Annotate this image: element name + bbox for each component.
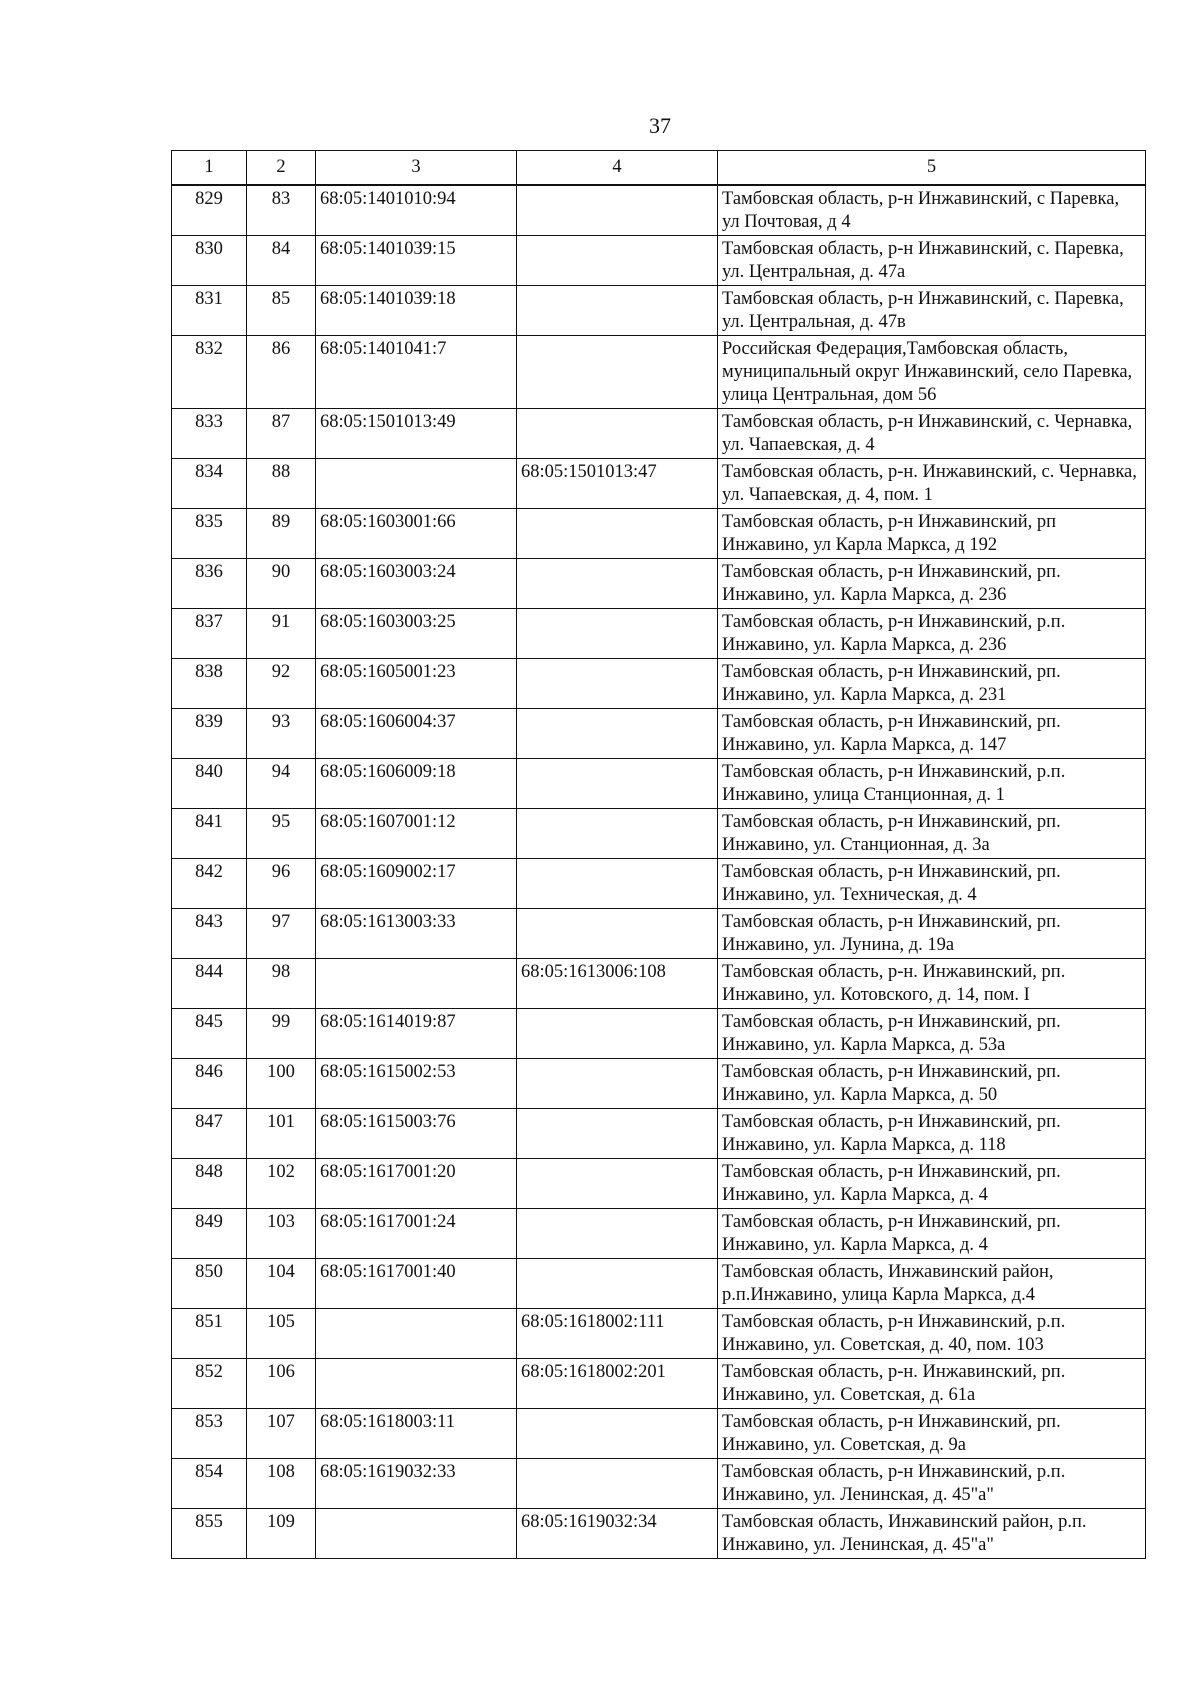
table-row: [172, 1109, 1146, 1159]
address-cell: Тамбовская область, р-н Инжавинский, рп. Инжавино, ул. Карла Маркса, д. 231: [718, 659, 1146, 709]
row-number-cell: 842: [172, 859, 247, 909]
table-row: [172, 1359, 1146, 1409]
row-number-cell: 855: [172, 1509, 247, 1559]
premises-cadastral-number-cell: [517, 709, 718, 759]
premises-cadastral-number-cell: 68:05:1619032:34: [517, 1509, 718, 1559]
cadastral-number-cell: 68:05:1618003:11: [316, 1409, 517, 1459]
table-row: [172, 709, 1146, 759]
premises-cadastral-number-cell: [517, 236, 718, 286]
registry-table: [171, 150, 1146, 1559]
table-row: [172, 336, 1146, 409]
item-number-cell: 92: [247, 659, 316, 709]
table-row: [172, 909, 1146, 959]
row-number-cell: 840: [172, 759, 247, 809]
row-number-cell: 834: [172, 459, 247, 509]
address-cell: Тамбовская область, р-н Инжавинский, р.п. Инжавино, ул. Ленинская, д. 45"а": [718, 1459, 1146, 1509]
table-row: [172, 459, 1146, 509]
address-cell: Тамбовская область, р-н. Инжавинский, рп. Инжавино, ул. Советская, д. 61а: [718, 1359, 1146, 1409]
address-cell: Тамбовская область, р-н Инжавинский, с Паревка, ул Почтовая, д 4: [718, 185, 1146, 236]
row-number-cell: 847: [172, 1109, 247, 1159]
row-number-cell: 844: [172, 959, 247, 1009]
premises-cadastral-number-cell: [517, 185, 718, 236]
table-row: [172, 409, 1146, 459]
address-cell: Тамбовская область, р-н Инжавинский, с. Паревка, ул. Центральная, д. 47в: [718, 286, 1146, 336]
premises-cadastral-number-cell: [517, 1409, 718, 1459]
item-number-cell: 108: [247, 1459, 316, 1509]
table-row: [172, 959, 1146, 1009]
address-cell: Тамбовская область, р-н Инжавинский, рп. Инжавино, ул. Карла Маркса, д. 147: [718, 709, 1146, 759]
item-number-cell: 83: [247, 185, 316, 236]
item-number-cell: 98: [247, 959, 316, 1009]
table-row: [172, 509, 1146, 559]
cadastral-number-cell: 68:05:1401039:15: [316, 236, 517, 286]
item-number-cell: 101: [247, 1109, 316, 1159]
address-cell: Тамбовская область, р-н Инжавинский, рп. Инжавино, ул. Станционная, д. 3а: [718, 809, 1146, 859]
premises-cadastral-number-cell: 68:05:1618002:201: [517, 1359, 718, 1409]
row-number-cell: 850: [172, 1259, 247, 1309]
address-cell: Тамбовская область, р-н Инжавинский, р.п. Инжавино, ул. Советская, д. 40, пом. 103: [718, 1309, 1146, 1359]
premises-cadastral-number-cell: [517, 409, 718, 459]
row-number-cell: 837: [172, 609, 247, 659]
item-number-cell: 88: [247, 459, 316, 509]
row-number-cell: 832: [172, 336, 247, 409]
item-number-cell: 86: [247, 336, 316, 409]
row-number-cell: 849: [172, 1209, 247, 1259]
premises-cadastral-number-cell: [517, 809, 718, 859]
premises-cadastral-number-cell: [517, 1259, 718, 1309]
item-number-cell: 87: [247, 409, 316, 459]
table-row: [172, 1409, 1146, 1459]
item-number-cell: 85: [247, 286, 316, 336]
table-row: [172, 1509, 1146, 1559]
premises-cadastral-number-cell: 68:05:1613006:108: [517, 959, 718, 1009]
cadastral-number-cell: [316, 459, 517, 509]
table-row: [172, 185, 1146, 236]
table-row: [172, 1059, 1146, 1109]
premises-cadastral-number-cell: [517, 1109, 718, 1159]
item-number-cell: 102: [247, 1159, 316, 1209]
table-row: [172, 1459, 1146, 1509]
item-number-cell: 97: [247, 909, 316, 959]
premises-cadastral-number-cell: [517, 1009, 718, 1059]
row-number-cell: 838: [172, 659, 247, 709]
item-number-cell: 104: [247, 1259, 316, 1309]
row-number-cell: 835: [172, 509, 247, 559]
table-row: [172, 286, 1146, 336]
premises-cadastral-number-cell: [517, 759, 718, 809]
row-number-cell: 830: [172, 236, 247, 286]
table-row: [172, 1259, 1146, 1309]
table-row: [172, 559, 1146, 609]
premises-cadastral-number-cell: [517, 559, 718, 609]
row-number-cell: 848: [172, 1159, 247, 1209]
row-number-cell: 854: [172, 1459, 247, 1509]
item-number-cell: 94: [247, 759, 316, 809]
item-number-cell: 103: [247, 1209, 316, 1259]
address-cell: Тамбовская область, р-н Инжавинский, рп Инжавино, ул Карла Маркса, д 192: [718, 509, 1146, 559]
address-cell: Тамбовская область, р-н. Инжавинский, с. Чернавка, ул. Чапаевская, д. 4, пом. 1: [718, 459, 1146, 509]
item-number-cell: 105: [247, 1309, 316, 1359]
address-cell: Тамбовская область, р-н Инжавинский, р.п. Инжавино, ул. Карла Маркса, д. 236: [718, 609, 1146, 659]
cadastral-number-cell: 68:05:1603003:24: [316, 559, 517, 609]
row-number-cell: 853: [172, 1409, 247, 1459]
item-number-cell: 84: [247, 236, 316, 286]
address-cell: Тамбовская область, р-н Инжавинский, рп. Инжавино, ул. Карла Маркса, д. 50: [718, 1059, 1146, 1109]
table-row: [172, 1159, 1146, 1209]
table-header-row: [172, 151, 1146, 186]
table-row: [172, 809, 1146, 859]
cadastral-number-cell: [316, 959, 517, 1009]
item-number-cell: 109: [247, 1509, 316, 1559]
address-cell: Тамбовская область, р-н Инжавинский, рп. Инжавино, ул. Лунина, д. 19а: [718, 909, 1146, 959]
cadastral-number-cell: 68:05:1605001:23: [316, 659, 517, 709]
row-number-cell: 846: [172, 1059, 247, 1109]
row-number-cell: 831: [172, 286, 247, 336]
column-header-5: 5: [718, 151, 1146, 186]
table-row: [172, 1009, 1146, 1059]
premises-cadastral-number-cell: 68:05:1501013:47: [517, 459, 718, 509]
column-header-1: 1: [172, 151, 247, 186]
table-row: [172, 659, 1146, 709]
cadastral-number-cell: 68:05:1401039:18: [316, 286, 517, 336]
row-number-cell: 843: [172, 909, 247, 959]
premises-cadastral-number-cell: 68:05:1618002:111: [517, 1309, 718, 1359]
address-cell: Тамбовская область, Инжавинский район, р.п. Инжавино, ул. Ленинская, д. 45"а": [718, 1509, 1146, 1559]
address-cell: Тамбовская область, р-н Инжавинский, рп. Инжавино, ул. Карла Маркса, д. 118: [718, 1109, 1146, 1159]
column-header-4: 4: [517, 151, 718, 186]
item-number-cell: 90: [247, 559, 316, 609]
address-cell: Тамбовская область, р-н Инжавинский, рп. Инжавино, ул. Техническая, д. 4: [718, 859, 1146, 909]
item-number-cell: 89: [247, 509, 316, 559]
premises-cadastral-number-cell: [517, 286, 718, 336]
cadastral-number-cell: 68:05:1501013:49: [316, 409, 517, 459]
cadastral-number-cell: 68:05:1617001:40: [316, 1259, 517, 1309]
premises-cadastral-number-cell: [517, 336, 718, 409]
page-number: 37: [649, 113, 671, 138]
table-row: [172, 609, 1146, 659]
cadastral-number-cell: 68:05:1613003:33: [316, 909, 517, 959]
row-number-cell: 829: [172, 185, 247, 236]
cadastral-number-cell: 68:05:1617001:20: [316, 1159, 517, 1209]
premises-cadastral-number-cell: [517, 859, 718, 909]
item-number-cell: 93: [247, 709, 316, 759]
cadastral-number-cell: 68:05:1615003:76: [316, 1109, 517, 1159]
premises-cadastral-number-cell: [517, 609, 718, 659]
row-number-cell: 851: [172, 1309, 247, 1359]
row-number-cell: 839: [172, 709, 247, 759]
address-cell: Тамбовская область, р-н Инжавинский, рп. Инжавино, ул. Карла Маркса, д. 4: [718, 1209, 1146, 1259]
row-number-cell: 852: [172, 1359, 247, 1409]
cadastral-number-cell: 68:05:1603001:66: [316, 509, 517, 559]
row-number-cell: 833: [172, 409, 247, 459]
item-number-cell: 106: [247, 1359, 316, 1409]
item-number-cell: 96: [247, 859, 316, 909]
item-number-cell: 91: [247, 609, 316, 659]
address-cell: Российская Федерация,Тамбовская область, муниципальный округ Инжавинский, село Паревка, улица Центральная, дом 56: [718, 336, 1146, 409]
address-cell: Тамбовская область, р-н Инжавинский, с. Паревка, ул. Центральная, д. 47а: [718, 236, 1146, 286]
premises-cadastral-number-cell: [517, 509, 718, 559]
cadastral-number-cell: 68:05:1603003:25: [316, 609, 517, 659]
cadastral-number-cell: 68:05:1606009:18: [316, 759, 517, 809]
premises-cadastral-number-cell: [517, 909, 718, 959]
cadastral-number-cell: [316, 1509, 517, 1559]
cadastral-number-cell: 68:05:1614019:87: [316, 1009, 517, 1059]
cadastral-number-cell: 68:05:1606004:37: [316, 709, 517, 759]
premises-cadastral-number-cell: [517, 1059, 718, 1109]
table-row: [172, 1309, 1146, 1359]
cadastral-number-cell: 68:05:1619032:33: [316, 1459, 517, 1509]
cadastral-number-cell: 68:05:1401041:7: [316, 336, 517, 409]
cadastral-number-cell: 68:05:1617001:24: [316, 1209, 517, 1259]
address-cell: Тамбовская область, р-н Инжавинский, рп. Инжавино, ул. Советская, д. 9а: [718, 1409, 1146, 1459]
address-cell: Тамбовская область, р-н Инжавинский, рп. Инжавино, ул. Карла Маркса, д. 53а: [718, 1009, 1146, 1059]
premises-cadastral-number-cell: [517, 1209, 718, 1259]
column-header-3: 3: [316, 151, 517, 186]
column-header-2: 2: [247, 151, 316, 186]
item-number-cell: 95: [247, 809, 316, 859]
cadastral-number-cell: 68:05:1609002:17: [316, 859, 517, 909]
cadastral-number-cell: [316, 1359, 517, 1409]
address-cell: Тамбовская область, р-н. Инжавинский, рп. Инжавино, ул. Котовского, д. 14, пом. I: [718, 959, 1146, 1009]
premises-cadastral-number-cell: [517, 1459, 718, 1509]
item-number-cell: 99: [247, 1009, 316, 1059]
premises-cadastral-number-cell: [517, 659, 718, 709]
address-cell: Тамбовская область, р-н Инжавинский, с. Чернавка, ул. Чапаевская, д. 4: [718, 409, 1146, 459]
item-number-cell: 107: [247, 1409, 316, 1459]
cadastral-number-cell: 68:05:1401010:94: [316, 185, 517, 236]
row-number-cell: 845: [172, 1009, 247, 1059]
table-row: [172, 236, 1146, 286]
address-cell: Тамбовская область, р-н Инжавинский, рп. Инжавино, ул. Карла Маркса, д. 4: [718, 1159, 1146, 1209]
item-number-cell: 100: [247, 1059, 316, 1109]
table-row: [172, 859, 1146, 909]
cadastral-number-cell: [316, 1309, 517, 1359]
row-number-cell: 836: [172, 559, 247, 609]
address-cell: Тамбовская область, р-н Инжавинский, рп. Инжавино, ул. Карла Маркса, д. 236: [718, 559, 1146, 609]
table-body: [172, 185, 1146, 1559]
cadastral-number-cell: 68:05:1615002:53: [316, 1059, 517, 1109]
table-row: [172, 759, 1146, 809]
table-row: [172, 1209, 1146, 1259]
address-cell: Тамбовская область, Инжавинский район, р.п.Инжавино, улица Карла Маркса, д.4: [718, 1259, 1146, 1309]
cadastral-number-cell: 68:05:1607001:12: [316, 809, 517, 859]
address-cell: Тамбовская область, р-н Инжавинский, р.п. Инжавино, улица Станционная, д. 1: [718, 759, 1146, 809]
row-number-cell: 841: [172, 809, 247, 859]
premises-cadastral-number-cell: [517, 1159, 718, 1209]
